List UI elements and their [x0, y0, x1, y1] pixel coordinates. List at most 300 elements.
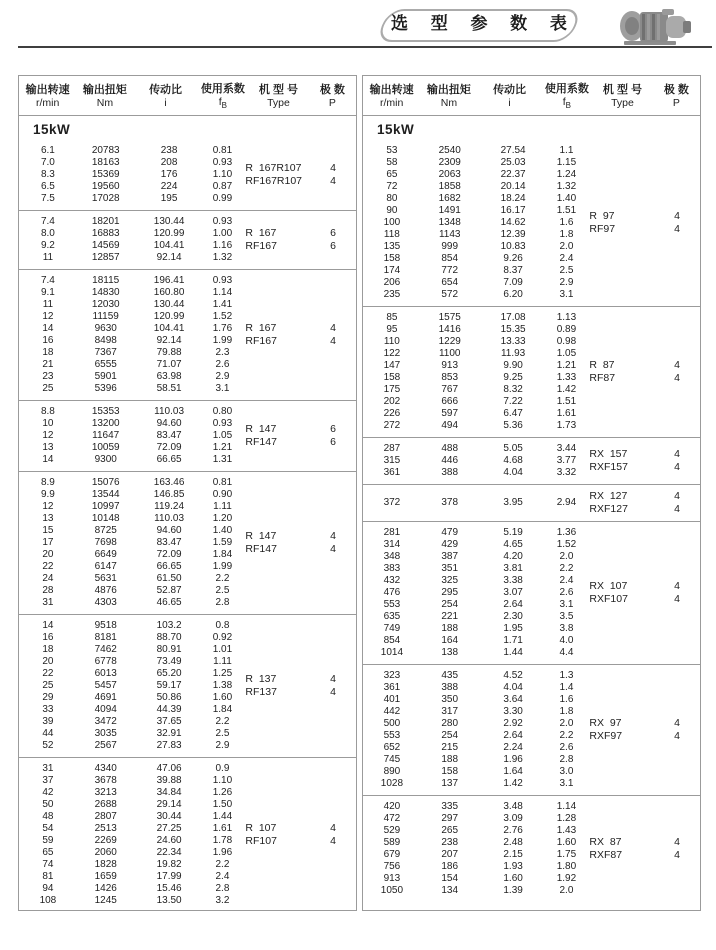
col-header-type: 机 型 号 Type — [258, 83, 299, 110]
ratio-cell: 32.91 — [156, 728, 182, 739]
pole-count: 4 — [330, 543, 336, 555]
output-torque-cell: 654 — [441, 277, 459, 288]
output-speed-cell: 854 — [383, 635, 401, 646]
table-row — [19, 430, 241, 442]
output-speed-cell: 16 — [42, 632, 54, 643]
output-torque-cell: 3035 — [94, 728, 117, 739]
pole-count: 4 — [330, 530, 336, 542]
output-torque-cell: 317 — [441, 706, 459, 717]
output-speed-cell: 287 — [383, 443, 401, 454]
table-row — [19, 418, 241, 430]
output-speed-cell: 44 — [42, 728, 54, 739]
table-row — [363, 193, 585, 205]
service-factor-cell: 1.99 — [212, 561, 233, 572]
page-title: 选 型 参 数 表 — [391, 14, 576, 33]
output-torque-cell: 388 — [441, 682, 459, 693]
service-factor-cell: 2.6 — [215, 359, 230, 370]
table-row — [363, 217, 585, 229]
table-row — [19, 775, 241, 787]
type-line — [585, 730, 700, 743]
ratio-cell: 71.07 — [156, 359, 182, 370]
model-type-label: RF167 — [245, 240, 277, 252]
service-factor-cell: 3.77 — [556, 455, 577, 466]
ratio-group — [363, 306, 700, 437]
output-torque-cell: 19560 — [91, 181, 120, 192]
output-speed-cell: 158 — [383, 372, 401, 383]
service-factor-cell: 1.26 — [212, 787, 233, 798]
service-factor-cell: 1.24 — [556, 169, 577, 180]
service-factor-cell: 1.32 — [212, 252, 233, 263]
output-speed-cell: 18 — [42, 347, 54, 358]
ratio-cell: 1.95 — [503, 623, 523, 634]
table-row — [19, 585, 241, 597]
ratio-cell: 30.44 — [156, 811, 182, 822]
output-torque-cell: 8181 — [94, 632, 117, 643]
output-speed-cell: 9.1 — [40, 287, 55, 298]
power-rating-label: 15kW — [33, 122, 71, 137]
table-row — [19, 549, 241, 561]
table-row — [19, 181, 241, 193]
table-row — [363, 265, 585, 277]
table-row — [363, 730, 585, 742]
type-line — [241, 423, 356, 436]
output-speed-cell: 16 — [42, 335, 54, 346]
output-speed-cell: 1014 — [380, 647, 404, 658]
output-speed-cell: 745 — [383, 754, 401, 765]
ratio-cell: 27.25 — [156, 823, 182, 834]
output-speed-cell: 7.0 — [40, 157, 55, 168]
output-speed-cell: 14 — [42, 620, 54, 631]
type-line — [585, 359, 700, 372]
table-row — [19, 406, 241, 418]
ratio-group — [363, 484, 700, 521]
output-speed-cell: 80 — [386, 193, 398, 204]
output-speed-cell: 31 — [42, 763, 54, 774]
ratio-cell: 15.35 — [500, 324, 526, 335]
table-row — [19, 668, 241, 680]
ratio-cell: 13.33 — [500, 336, 526, 347]
table-row — [19, 454, 241, 466]
service-factor-cell: 2.6 — [559, 742, 574, 753]
ratio-cell: 104.41 — [153, 240, 185, 251]
output-torque-cell: 3472 — [94, 716, 117, 727]
model-type-label: R 137 — [245, 673, 277, 685]
service-factor-cell: 1.61 — [212, 823, 233, 834]
ratio-cell: 120.99 — [153, 228, 185, 239]
table-row — [19, 216, 241, 228]
service-factor-cell: 3.32 — [556, 467, 577, 478]
ratio-cell: 9.90 — [503, 360, 523, 371]
output-speed-cell: 420 — [383, 801, 401, 812]
table-row — [363, 157, 585, 169]
output-speed-cell: 314 — [383, 539, 401, 550]
table-row — [363, 205, 585, 217]
output-speed-cell: 21 — [42, 359, 54, 370]
table-row — [363, 181, 585, 193]
output-torque-cell: 7367 — [94, 347, 117, 358]
pole-count: 4 — [674, 372, 680, 384]
pole-count: 4 — [674, 461, 680, 473]
pole-count: 4 — [330, 335, 336, 347]
type-line — [241, 543, 356, 556]
service-factor-cell: 4.0 — [559, 635, 574, 646]
service-factor-cell: 1.76 — [212, 323, 233, 334]
ratio-cell: 19.82 — [156, 859, 182, 870]
type-line — [585, 849, 700, 862]
ratio-cell: 46.65 — [156, 597, 182, 608]
pole-count: 4 — [330, 822, 336, 834]
model-type-label: RX 97 — [589, 717, 622, 729]
ratio-cell: 120.99 — [153, 311, 185, 322]
output-speed-cell: 65 — [42, 847, 54, 858]
output-speed-cell: 401 — [383, 694, 401, 705]
output-speed-cell: 913 — [383, 873, 401, 884]
table-body-right — [362, 115, 701, 911]
output-speed-cell: 1028 — [380, 778, 404, 789]
model-type-label: R 97 — [589, 210, 615, 222]
output-torque-cell: 1426 — [94, 883, 117, 894]
table-row — [363, 467, 585, 479]
table-row — [19, 871, 241, 883]
ratio-cell: 65.20 — [156, 668, 182, 679]
output-speed-cell: 372 — [383, 497, 401, 508]
service-factor-cell: 1.84 — [212, 704, 233, 715]
table-row — [363, 825, 585, 837]
output-speed-cell: 281 — [383, 527, 401, 538]
service-factor-cell: 0.93 — [212, 157, 233, 168]
ratio-cell: 79.88 — [156, 347, 182, 358]
table-row — [19, 835, 241, 847]
service-factor-cell: 2.2 — [215, 573, 230, 584]
output-torque-cell: 221 — [441, 611, 459, 622]
output-torque-cell: 1491 — [438, 205, 461, 216]
ratio-cell: 110.03 — [154, 513, 185, 524]
table-row — [363, 372, 585, 384]
table-row — [19, 859, 241, 871]
ratio-cell: 29.14 — [156, 799, 182, 810]
output-torque-cell: 158 — [441, 766, 459, 777]
type-line — [241, 436, 356, 449]
model-type-block — [241, 227, 356, 253]
model-type-label: RF87 — [589, 372, 616, 384]
ratio-cell: 1.93 — [503, 861, 523, 872]
service-factor-cell: 1.11 — [213, 501, 232, 512]
data-rows — [19, 763, 241, 907]
ratio-cell: 15.46 — [156, 883, 182, 894]
output-speed-cell: 22 — [42, 668, 54, 679]
output-torque-cell: 17028 — [91, 193, 120, 204]
service-factor-cell: 1.05 — [556, 348, 577, 359]
model-type-label: RXF127 — [589, 503, 628, 515]
ratio-cell: 66.65 — [156, 454, 182, 465]
service-factor-cell: 1.43 — [556, 825, 577, 836]
ratio-cell: 160.80 — [153, 287, 185, 298]
data-rows — [19, 477, 241, 609]
output-torque-cell: 4691 — [94, 692, 117, 703]
power-rating-label: 15kW — [377, 122, 415, 137]
model-type-label: RF107 — [245, 835, 277, 847]
output-torque-cell: 494 — [441, 420, 459, 431]
data-rows — [19, 216, 241, 264]
ratio-group — [363, 140, 700, 306]
model-type-block — [241, 822, 356, 848]
model-type-label: R 107 — [245, 822, 277, 834]
service-factor-cell: 1.59 — [212, 537, 233, 548]
output-speed-cell: 11 — [42, 252, 54, 263]
ratio-cell: 2.76 — [503, 825, 523, 836]
service-factor-cell: 2.9 — [215, 371, 230, 382]
service-factor-cell: 1.21 — [556, 360, 577, 371]
ratio-cell: 8.37 — [503, 265, 523, 276]
service-factor-cell: 1.73 — [556, 420, 577, 431]
output-torque-cell: 1682 — [438, 193, 461, 204]
service-factor-cell: 0.8 — [215, 620, 230, 631]
output-speed-cell: 28 — [42, 585, 54, 596]
model-type-block — [585, 448, 700, 474]
service-factor-cell: 2.0 — [559, 885, 574, 896]
output-torque-cell: 164 — [441, 635, 459, 646]
output-speed-cell: 756 — [383, 861, 401, 872]
table-row — [19, 347, 241, 359]
output-torque-cell: 378 — [441, 497, 459, 508]
table-row — [363, 801, 585, 813]
ratio-cell: 14.62 — [500, 217, 526, 228]
output-torque-cell: 6555 — [94, 359, 117, 370]
output-speed-cell: 272 — [383, 420, 401, 431]
output-speed-cell: 74 — [42, 859, 54, 870]
output-speed-cell: 348 — [383, 551, 401, 562]
ratio-cell: 1.60 — [503, 873, 523, 884]
ratio-group — [19, 140, 356, 210]
service-factor-cell: 3.1 — [559, 289, 574, 300]
output-torque-cell: 597 — [441, 408, 459, 419]
table-row — [19, 371, 241, 383]
model-type-block — [585, 836, 700, 862]
output-torque-cell: 5631 — [94, 573, 117, 584]
table-row — [363, 813, 585, 825]
output-torque-cell: 446 — [441, 455, 459, 466]
pole-count: 4 — [330, 673, 336, 685]
selection-table-left — [18, 75, 357, 911]
output-speed-cell: 13 — [42, 513, 54, 524]
ratio-group — [363, 437, 700, 484]
col-header-speed: 输出转速 r/min — [369, 83, 414, 110]
output-torque-cell: 1659 — [94, 871, 117, 882]
type-line — [241, 530, 356, 543]
table-row — [363, 682, 585, 694]
ratio-cell: 2.24 — [503, 742, 523, 753]
ratio-cell: 3.48 — [503, 801, 523, 812]
table-row — [19, 169, 241, 181]
service-factor-cell: 1.25 — [212, 668, 233, 679]
service-factor-cell: 3.1 — [559, 599, 574, 610]
output-speed-cell: 33 — [42, 704, 54, 715]
service-factor-cell: 2.8 — [559, 754, 574, 765]
output-speed-cell: 10 — [42, 418, 54, 429]
output-speed-cell: 175 — [383, 384, 401, 395]
output-torque-cell: 13200 — [91, 418, 120, 429]
data-rows — [363, 801, 585, 897]
ratio-group — [19, 269, 356, 400]
ratio-cell: 3.81 — [503, 563, 523, 574]
service-factor-cell: 0.93 — [212, 275, 233, 286]
service-factor-cell: 1.6 — [559, 217, 574, 228]
pole-count: 4 — [674, 580, 680, 592]
ratio-cell: 66.65 — [156, 561, 182, 572]
output-speed-cell: 500 — [383, 718, 401, 729]
ratio-cell: 1.42 — [503, 778, 523, 789]
ratio-cell: 110.03 — [154, 406, 185, 417]
output-speed-cell: 6.1 — [40, 145, 55, 156]
table-row — [19, 787, 241, 799]
output-speed-cell: 476 — [383, 587, 401, 598]
service-factor-cell: 2.2 — [215, 859, 230, 870]
ratio-cell: 146.85 — [153, 489, 185, 500]
service-factor-cell: 2.5 — [215, 585, 230, 596]
ratio-cell: 11.93 — [500, 348, 526, 359]
type-line — [585, 717, 700, 730]
pole-count: 4 — [674, 730, 680, 742]
type-line — [585, 593, 700, 606]
service-factor-cell: 2.94 — [556, 497, 577, 508]
table-row — [363, 575, 585, 587]
output-torque-cell: 4876 — [94, 585, 117, 596]
model-type-label: RXF97 — [589, 730, 623, 742]
ratio-cell: 1.39 — [503, 885, 523, 896]
model-type-label: R 87 — [589, 359, 615, 371]
output-torque-cell: 13544 — [91, 489, 120, 500]
ratio-cell: 208 — [160, 157, 178, 168]
ratio-cell: 1.71 — [503, 635, 523, 646]
output-torque-cell: 1416 — [438, 324, 461, 335]
output-torque-cell: 2269 — [94, 835, 117, 846]
output-torque-cell: 15353 — [91, 406, 120, 417]
table-body-left — [18, 115, 357, 911]
ratio-cell: 27.83 — [156, 740, 182, 751]
model-type-label: RF147 — [245, 436, 277, 448]
output-torque-cell: 254 — [441, 730, 459, 741]
table-row — [363, 766, 585, 778]
service-factor-cell: 1.33 — [556, 372, 577, 383]
output-torque-cell: 18115 — [92, 275, 120, 286]
output-speed-cell: 50 — [42, 799, 54, 810]
output-speed-cell: 635 — [383, 611, 401, 622]
service-factor-cell: 1.99 — [212, 335, 233, 346]
data-rows — [363, 443, 585, 479]
ratio-cell: 5.19 — [503, 527, 523, 538]
service-factor-cell: 1.41 — [212, 299, 233, 310]
table-row — [19, 847, 241, 859]
service-factor-cell: 1.42 — [556, 384, 577, 395]
output-torque-cell: 18201 — [91, 216, 120, 227]
output-speed-cell: 8.0 — [40, 228, 55, 239]
output-torque-cell: 1858 — [438, 181, 461, 192]
ratio-cell: 5.36 — [503, 420, 523, 431]
output-speed-cell: 472 — [383, 813, 401, 824]
service-factor-cell: 0.99 — [212, 193, 233, 204]
data-rows — [363, 497, 585, 509]
output-speed-cell: 14 — [42, 454, 54, 465]
output-speed-cell: 110 — [383, 336, 400, 347]
service-factor-cell: 1.00 — [212, 228, 233, 239]
table-row — [19, 573, 241, 585]
service-factor-cell: 2.5 — [215, 728, 230, 739]
model-type-block — [241, 530, 356, 556]
service-factor-cell: 0.90 — [212, 489, 233, 500]
service-factor-cell: 1.51 — [556, 396, 577, 407]
output-torque-cell: 2688 — [94, 799, 117, 810]
service-factor-cell: 1.4 — [559, 682, 574, 693]
output-speed-cell: 315 — [383, 455, 401, 466]
output-torque-cell: 2513 — [94, 823, 117, 834]
data-rows — [19, 145, 241, 205]
service-factor-cell: 2.0 — [559, 718, 574, 729]
ratio-cell: 8.32 — [503, 384, 523, 395]
ratio-cell: 1.44 — [503, 647, 523, 658]
table-row — [363, 408, 585, 420]
service-factor-cell: 1.6 — [559, 694, 574, 705]
table-row — [363, 694, 585, 706]
service-factor-cell: 3.2 — [215, 895, 230, 906]
pole-count: 4 — [330, 162, 336, 174]
output-torque-cell: 999 — [441, 241, 459, 252]
output-speed-cell: 361 — [383, 682, 401, 693]
table-row — [363, 563, 585, 575]
ratio-cell: 58.51 — [156, 383, 182, 394]
model-type-label: RXF87 — [589, 849, 623, 861]
output-torque-cell: 4094 — [94, 704, 117, 715]
table-row — [363, 324, 585, 336]
table-row — [19, 383, 241, 395]
output-torque-cell: 429 — [441, 539, 459, 550]
table-row — [363, 277, 585, 289]
output-speed-cell: 383 — [383, 563, 401, 574]
output-speed-cell: 42 — [42, 787, 54, 798]
service-factor-cell: 2.8 — [215, 883, 230, 894]
ratio-cell: 22.37 — [500, 169, 526, 180]
output-torque-cell: 4303 — [94, 597, 117, 608]
output-torque-cell: 10997 — [91, 501, 120, 512]
service-factor-cell: 2.2 — [215, 716, 230, 727]
output-speed-cell: 206 — [383, 277, 401, 288]
service-factor-cell: 1.13 — [556, 312, 577, 323]
ratio-cell: 6.47 — [503, 408, 523, 419]
output-speed-cell: 95 — [386, 324, 398, 335]
output-torque-cell: 1828 — [94, 859, 117, 870]
ratio-cell: 130.44 — [153, 299, 185, 310]
output-torque-cell: 767 — [441, 384, 459, 395]
service-factor-cell: 1.10 — [212, 775, 233, 786]
model-type-block — [585, 359, 700, 385]
table-row — [19, 442, 241, 454]
ratio-group — [363, 521, 700, 664]
pole-count: 6 — [330, 240, 336, 252]
output-torque-cell: 295 — [441, 587, 459, 598]
service-factor-cell: 2.4 — [559, 253, 574, 264]
table-row — [19, 620, 241, 632]
output-torque-cell: 14830 — [91, 287, 120, 298]
table-row — [19, 740, 241, 752]
pole-count: 6 — [330, 227, 336, 239]
table-row — [19, 311, 241, 323]
ratio-cell: 2.15 — [503, 849, 523, 860]
ratio-group — [363, 795, 700, 902]
type-line — [585, 210, 700, 223]
service-factor-cell: 1.15 — [556, 157, 577, 168]
ratio-cell: 3.95 — [503, 497, 523, 508]
table-row — [363, 443, 585, 455]
output-speed-cell: 20 — [42, 549, 54, 560]
